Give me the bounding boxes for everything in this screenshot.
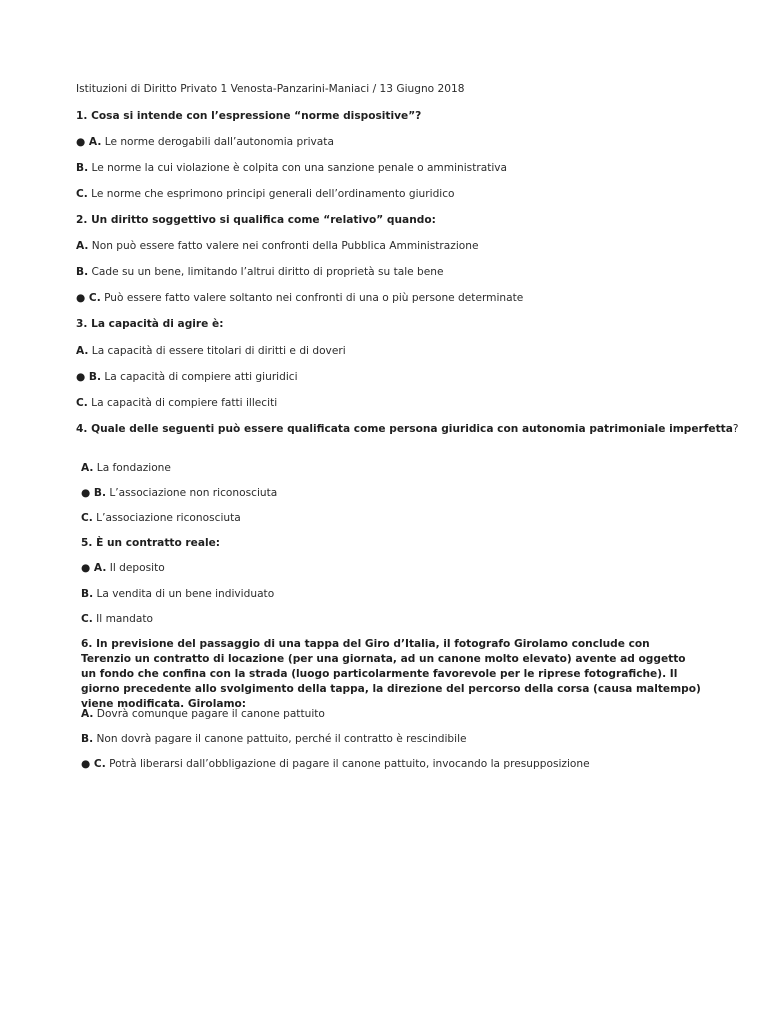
option-text: Le norme derogabili dall’autonomia privata <box>101 136 334 148</box>
option-text: La vendita di un bene individuato <box>93 588 275 600</box>
q6-option-a <box>81 708 325 721</box>
q5-option-b <box>81 588 274 601</box>
q1-option-a <box>76 136 334 149</box>
option-text: L’associazione non riconosciuta <box>106 487 278 499</box>
question-1: 1. Cosa si intende con l’espressione “norme dispositive”? <box>76 110 422 122</box>
document-title: Istituzioni di Diritto Privato 1 Venosta-Panzarini-Maniaci / 13 Giugno 2018 <box>76 83 465 95</box>
option-marker: A. <box>76 345 89 357</box>
q5-option-a <box>81 562 165 575</box>
question-2: 2. Un diritto soggettivo si qualifica come “relativo” quando: <box>76 214 436 226</box>
q4-option-a <box>81 462 171 475</box>
option-marker: ● C. <box>81 758 106 770</box>
question-6: 6. In previsione del passaggio di una tappa del Giro d’Italia, il fotografo Girolamo conclude con Terenzio un contratto di locazione (per una giornata, ad un canone molto elevato) avente ad oggetto un fondo che confina con la strada (luogo particolarmente favorevole per le riprese fotografiche). Il giorno precedente allo svolgimento della tappa, la direzione del percorso della corsa (causa maltempo) viene modificata. Girolamo: <box>81 638 701 710</box>
option-text: Non dovrà pagare il canone pattuito, perché il contratto è rescindibile <box>93 733 467 745</box>
question-4-text: 4. Quale delle seguenti può essere qualificata come persona giuridica con autonomia patrimoniale imperfetta <box>76 423 733 435</box>
option-marker: ● A. <box>76 136 102 148</box>
q6-option-c <box>81 758 590 771</box>
question-4 <box>76 423 738 436</box>
q1-option-b <box>76 162 507 175</box>
option-marker: A. <box>76 240 89 252</box>
option-marker: ● A. <box>81 562 107 574</box>
option-marker: ● B. <box>81 487 107 499</box>
question-3: 3. La capacità di agire è: <box>76 318 224 330</box>
option-text: Non può essere fatto valere nei confronti della Pubblica Amministrazione <box>88 240 479 252</box>
option-marker: C. <box>81 613 93 625</box>
q3-option-c <box>76 397 277 410</box>
option-text: Le norme che esprimono principi generali dell’ordinamento giuridico <box>87 188 455 200</box>
option-marker: B. <box>76 266 89 278</box>
option-text: Dovrà comunque pagare il canone pattuito <box>93 708 325 720</box>
q2-option-c <box>76 292 523 305</box>
q6-option-b <box>81 733 467 746</box>
option-text: Le norme la cui violazione è colpita con una sanzione penale o amministrativa <box>88 162 508 174</box>
q2-option-a <box>76 240 478 253</box>
q4-option-c <box>81 512 241 525</box>
option-text: Può essere fatto valere soltanto nei confronti di una o più persone determinate <box>100 292 524 304</box>
q3-option-b <box>76 371 298 384</box>
option-marker: C. <box>81 512 93 524</box>
option-marker: B. <box>81 588 94 600</box>
option-text: L’associazione riconosciuta <box>92 512 241 524</box>
question-4-suffix: ? <box>732 423 739 435</box>
option-text: Il deposito <box>106 562 165 574</box>
q2-option-b <box>76 266 444 279</box>
option-marker: B. <box>81 733 94 745</box>
q4-option-b <box>81 487 277 500</box>
option-text: La capacità di compiere fatti illeciti <box>87 397 278 409</box>
option-marker: C. <box>76 188 88 200</box>
option-marker: C. <box>76 397 88 409</box>
option-text: Potrà liberarsi dall’obbligazione di pagare il canone pattuito, invocando la presupposizione <box>105 758 590 770</box>
option-text: La capacità di compiere atti giuridici <box>101 371 298 383</box>
option-text: La fondazione <box>93 462 171 474</box>
option-text: Cade su un bene, limitando l’altrui diritto di proprietà su tale bene <box>88 266 444 278</box>
option-marker: ● C. <box>76 292 101 304</box>
question-5: 5. È un contratto reale: <box>81 537 221 549</box>
q1-option-c <box>76 188 455 201</box>
option-text: La capacità di essere titolari di diritti e di doveri <box>88 345 346 357</box>
q3-option-a <box>76 345 346 358</box>
option-text: Il mandato <box>92 613 153 625</box>
option-marker: A. <box>81 462 94 474</box>
option-marker: B. <box>76 162 89 174</box>
q5-option-c <box>81 613 153 626</box>
option-marker: A. <box>81 708 94 720</box>
option-marker: ● B. <box>76 371 102 383</box>
